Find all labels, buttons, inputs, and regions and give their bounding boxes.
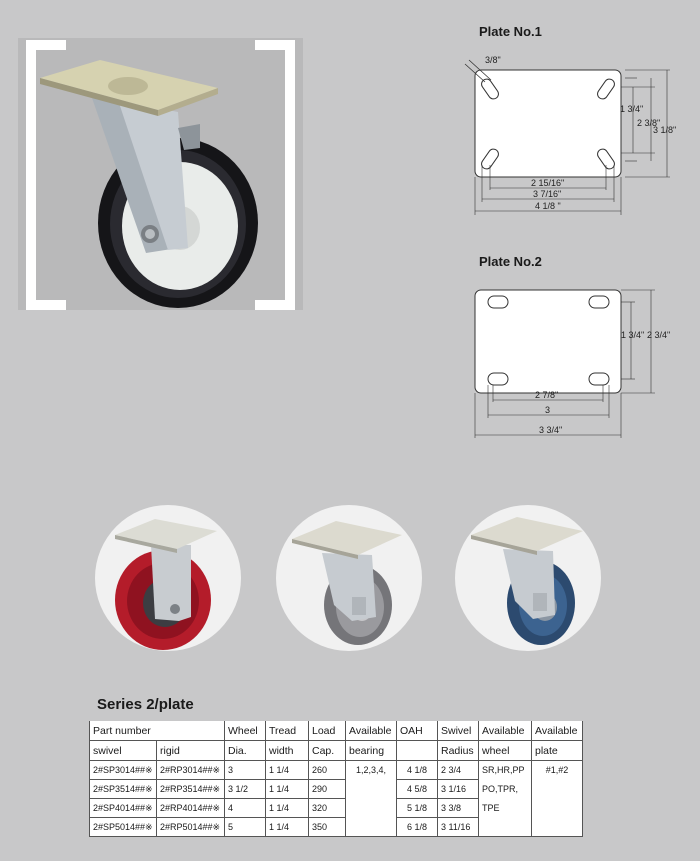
rigid-caster-red-photo: [95, 505, 241, 651]
oah-subheader: [397, 741, 438, 761]
rigid-part-cell: 2#RP4014##※: [157, 799, 225, 818]
table-row: [90, 780, 583, 799]
tread-width-cell: 1 1/4: [266, 761, 309, 780]
bearing-cell: 1,2,3,4,: [346, 761, 397, 837]
plate1-inner-width-dim: 2 15/16": [531, 178, 565, 188]
plate1-drawing: [455, 50, 695, 220]
table-row: [90, 818, 583, 837]
plate2-title: Plate No.2: [479, 254, 542, 269]
wheel-dia-cell: 5: [225, 818, 266, 837]
series-title: Series 2/plate: [97, 696, 194, 713]
specification-table: [89, 721, 583, 837]
wheel-types-cell: PO,TPR,: [479, 780, 532, 799]
wheel-types-cell-empty: [479, 818, 532, 837]
swivel-part-cell: 2#SP5014##※: [90, 818, 157, 837]
rigid-subheader: rigid: [157, 741, 225, 761]
swivel-subheader: swivel: [90, 741, 157, 761]
hero-caster-photo: [18, 38, 303, 310]
wheel-dia-cell: 3: [225, 761, 266, 780]
wheel-subheader: wheel: [479, 741, 532, 761]
load-cap-subheader: Cap.: [309, 741, 346, 761]
rigid-part-cell: 2#RP5014##※: [157, 818, 225, 837]
wheel-header: Wheel: [225, 721, 266, 741]
plate1-outer-width-dim: 4 1/8 ": [535, 201, 561, 211]
plate1-inner-height-dim: 1 3/4": [620, 104, 644, 114]
table-subheader-row: [90, 741, 583, 761]
plate1-outer-height-dim: 3 1/8": [653, 125, 677, 135]
load-cap-cell: 260: [309, 761, 346, 780]
table-header-row: [90, 721, 583, 741]
plate1-hole-dim: 3/8": [485, 55, 501, 65]
plate1-title: Plate No.1: [479, 24, 542, 39]
available-plate-header: Available: [532, 721, 583, 741]
load-header: Load: [309, 721, 346, 741]
available-bearing-header: Available: [346, 721, 397, 741]
wheel-dia-cell: 4: [225, 799, 266, 818]
load-cap-cell: 320: [309, 799, 346, 818]
table-row: [90, 761, 583, 780]
plate2-inner-width-dim: 2 7/8": [535, 390, 559, 400]
radius-subheader: Radius: [438, 741, 479, 761]
part-number-header: Part number: [90, 721, 225, 741]
radius-cell: 3 1/16: [438, 780, 479, 799]
load-cap-cell: 350: [309, 818, 346, 837]
tread-width-subheader: width: [266, 741, 309, 761]
rigid-part-cell: 2#RP3514##※: [157, 780, 225, 799]
radius-cell: 3 3/8: [438, 799, 479, 818]
table-row: [90, 799, 583, 818]
load-cap-cell: 290: [309, 780, 346, 799]
wheel-dia-cell: 3 1/2: [225, 780, 266, 799]
swivel-caster-grey-photo: [276, 505, 422, 651]
swivel-part-cell: 2#SP3014##※: [90, 761, 157, 780]
oah-cell: 4 1/8: [397, 761, 438, 780]
plate2-outer-width-dim: 3 3/4": [539, 425, 563, 435]
swivel-caster-blue-photo: [455, 505, 601, 651]
swivel-radius-header: Swivel: [438, 721, 479, 741]
tread-width-cell: 1 1/4: [266, 780, 309, 799]
plate1-mid-height-dim: 2 3/8": [637, 118, 661, 128]
swivel-part-cell: 2#SP4014##※: [90, 799, 157, 818]
oah-cell: 5 1/8: [397, 799, 438, 818]
radius-cell: 3 11/16: [438, 818, 479, 837]
plate2-inner-height-dim: 1 3/4": [621, 330, 645, 340]
available-wheel-header: Available: [479, 721, 532, 741]
wheel-dia-subheader: Dia.: [225, 741, 266, 761]
plate2-mid-width-dim: 3: [545, 405, 551, 415]
plate-subheader: plate: [532, 741, 583, 761]
wheel-types-cell: SR,HR,PP: [479, 761, 532, 780]
wheel-types-cell: TPE: [479, 799, 532, 818]
plate2-outer-height-dim: 2 3/4": [647, 330, 671, 340]
rigid-part-cell: 2#RP3014##※: [157, 761, 225, 780]
plate1-mid-width-dim: 3 7/16": [533, 189, 562, 199]
frame-bracket-left: [26, 40, 66, 310]
radius-cell: 2 3/4: [438, 761, 479, 780]
tread-width-cell: 1 1/4: [266, 799, 309, 818]
swivel-part-cell: 2#SP3514##※: [90, 780, 157, 799]
oah-header: OAH: [397, 721, 438, 741]
plate2-drawing: [455, 280, 695, 445]
frame-bracket-right: [255, 40, 295, 310]
bearing-subheader: bearing: [346, 741, 397, 761]
oah-cell: 4 5/8: [397, 780, 438, 799]
plate-cell: #1,#2: [532, 761, 583, 837]
tread-width-cell: 1 1/4: [266, 818, 309, 837]
oah-cell: 6 1/8: [397, 818, 438, 837]
tread-header: Tread: [266, 721, 309, 741]
